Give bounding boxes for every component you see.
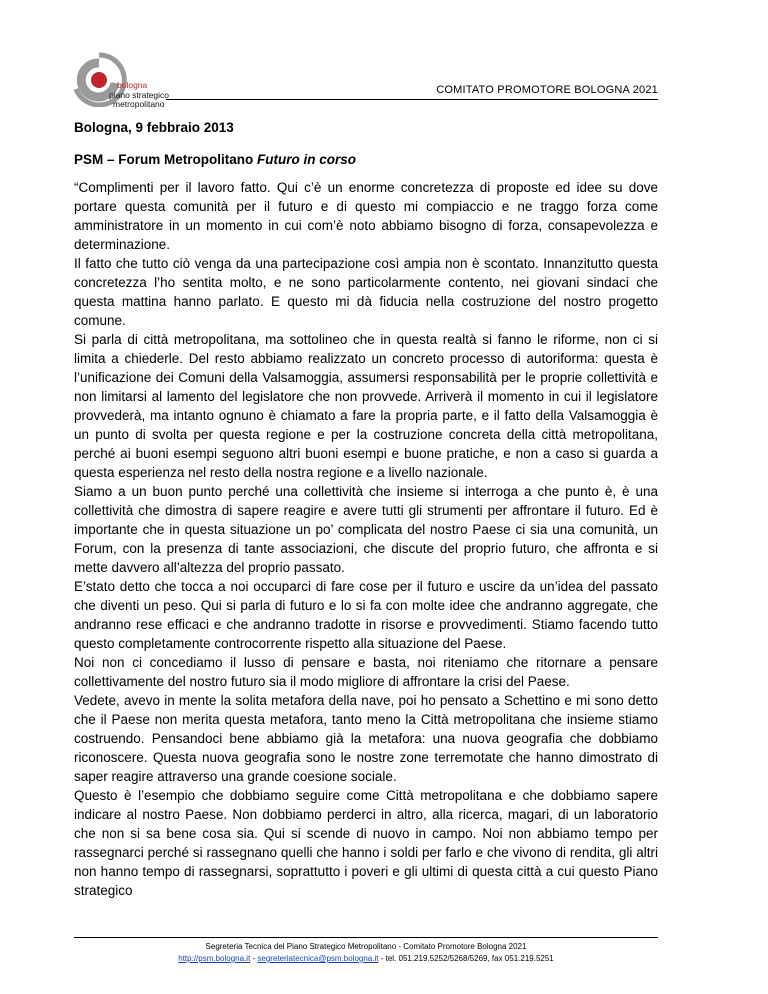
paragraph: Vedete, avevo in mente la solita metafora della nave, poi ho pensato a Schettino e mi sono detto che il Paese non merita questa metafora, tanto meno la Città metropolitana che insieme stiamo costruendo. Pensandoci bene abbiamo già la metafora: una nuova geografia che dobbiamo riconoscere. Questa nuova geografia sono le nostre zone terremotate che hanno dimostrato di saper reagire attraverso una grande coesione sociale. [74,693,658,784]
document-body [74,118,658,900]
footer [74,941,658,965]
paragraphs [74,178,658,900]
logo-line-3: metropolitano [113,99,165,109]
logo-line-1: bologna [117,80,148,90]
paragraph: Questo è l’esempio che dobbiamo seguire come Città metropolitana e che dobbiamo sapere indicare al nostro Paese. Non dobbiamo perderci in altro, alla ricerca, magari, di un laboratorio che non si sa bene cosa sia. Qui si scende di nuovo in campo. Noi non abbiamo tempo per rassegnarci perché si rassegnano quelli che hanno i soldi per farlo e che vivono di rendita, gli altri non hanno tempo di rassegnarsi, soprattutto i poveri e gli ultimi di questa città a cui questo Piano strategico [74,788,658,898]
logo [68,49,180,107]
footer-separator: - [250,954,258,963]
heading-italic: Futuro in corso [257,152,357,167]
header-title: COMITATO PROMOTORE BOLOGNA 2021 [436,84,658,96]
header-divider [166,99,658,100]
paragraph: E’stato detto che tocca a noi occuparci di fare cose per il futuro e uscire da un’idea del passato che diventi un peso. Qui si parla di futuro e lo si fa con molte idee che andranno aggregate, che andranno rese efficaci e che andranno tradotte in risorse e provvedimenti. Stiamo facendo tutto questo completamente controcorrente rispetto alla situazione del Paese. [74,579,658,651]
heading-prefix: PSM – Forum Metropolitano [74,152,258,167]
footer-divider [74,937,658,938]
paragraph: Siamo a un buon punto perché una collettività che insieme si interroga a che punto è, è una collettività che dimostra di sapere reagire e avere tutti gli strumenti per affrontare il futuro. Ed è importante che in questa situazione un po’ complicata del nostro Paese ci sia una comunità, un Forum, con la presenza di tante associazioni, che discute del proprio futuro, che affronta e si mette davvero all’altezza del proprio passato. [74,484,658,575]
date-line: Bologna, 9 febbraio 2013 [74,120,234,135]
footer-contacts: - tel. 051.219.5252/5268/5269, fax 051.219.5251 [378,954,554,963]
document-heading [74,150,658,170]
footer-line-1: Segreteria Tecnica del Piano Strategico Metropolitano - Comitato Promotore Bologna 2021 [205,942,527,951]
footer-line-2 [74,953,658,965]
email-link[interactable]: segreteriatecnica@psm.bologna.it [257,954,379,963]
paragraph: “Complimenti per il lavoro fatto. Qui c’è un enorme concretezza di proposte ed idee su dove portare questa comunità per il futuro e di questo mi compiaccio e ne traggo forza come amministratore in un momento in cui com’è noto abbiamo bisogno di forza, consapevolezza e determinazione. [74,180,658,252]
paragraph: Si parla di città metropolitana, ma sottolineo che in questa realtà si fanno le riforme, non ci si limita a chiederle. Del resto abbiamo realizzato un concreto processo di autoriforma: questa è l’unificazione dei Comuni della Valsamoggia, assumersi responsabilità per le proprie collettività e non limitarsi al lamento del legislatore che non provvede. Arriverà il momento in cui il legislatore provvederà, ma intanto ognuno è chiamato a fare la propria parte, e il fatto della Valsamoggia è un punto di svolta per questa regione e per la costruzione concreta della città metropolitana, perché ai buoni esempi seguono altri buoni esempi e buone pratiche, e non a caso si guarda a questa esperienza nel resto della nostra regione e a livello nazionale. [74,332,658,480]
logo-text [109,81,169,110]
website-link[interactable]: http://psm.bologna.it [178,954,251,963]
paragraph: Noi non ci concediamo il lusso di pensare e basta, noi riteniamo che ritornare a pensare collettivamente del nostro futuro sia il modo migliore di affrontare la crisi del Paese. [74,655,658,689]
logo-line-2: piano strategico [109,89,170,100]
paragraph: Il fatto che tutto ciò venga da una partecipazione così ampia non è scontato. Innanzitutto questa concretezza l’ho sentita molto, e ne sono particolarmente contento, nei giovani sindaci che questa mattina hanno parlato. E questo mi dà fiducia nella costruzione del nostro progetto comune. [74,256,658,328]
